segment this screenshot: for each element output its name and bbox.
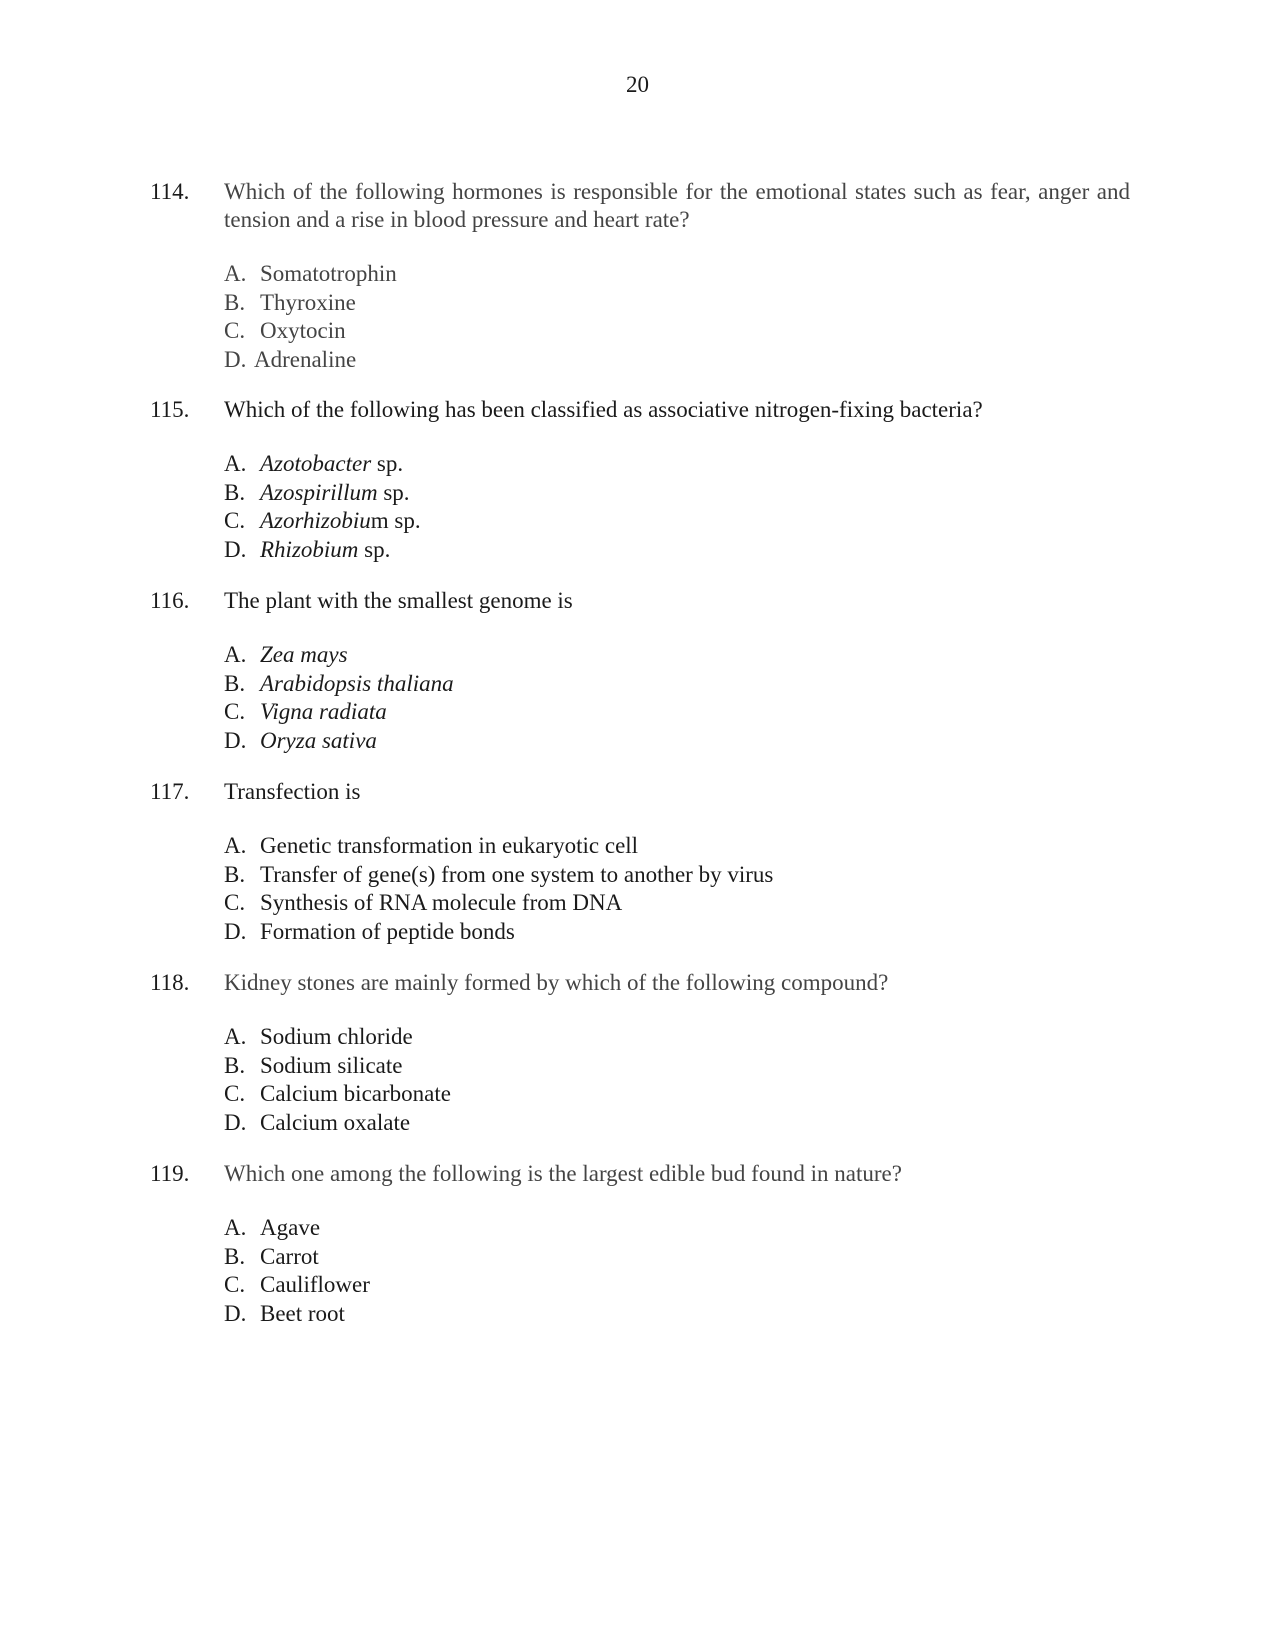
option-a: A. Azotobacter sp. — [224, 451, 404, 476]
option-c: C. Cauliflower — [224, 1272, 370, 1297]
option-a: A. Genetic transformation in eukaryotic cell — [224, 833, 639, 858]
question-116 — [150, 587, 1130, 755]
question-115 — [150, 396, 1130, 564]
option-a: A. Zea mays — [224, 642, 348, 667]
question-number: 114. — [150, 179, 190, 204]
option-list — [224, 450, 1130, 564]
option-b: B. Sodium silicate — [224, 1052, 403, 1078]
question-number: 118. — [150, 970, 190, 995]
option-b: B. Carrot — [224, 1243, 319, 1269]
question-117 — [150, 778, 1130, 946]
question-text: Transfection is — [224, 779, 361, 804]
option-list — [224, 832, 1130, 946]
question-119 — [150, 1160, 1130, 1328]
option-d: D. Formation of peptide bonds — [224, 918, 515, 944]
question-118 — [150, 969, 1130, 1137]
option-list — [224, 1023, 1130, 1137]
page-number: 20 — [626, 72, 649, 97]
question-text: The plant with the smallest genome is — [224, 588, 573, 613]
option-b: B. Thyroxine — [224, 289, 356, 315]
question-number: 119. — [150, 1161, 190, 1186]
option-b: B. Arabidopsis thaliana — [224, 670, 454, 696]
option-c: C. Oxytocin — [224, 318, 346, 343]
question-114 — [150, 178, 1130, 374]
option-c: C. Calcium bicarbonate — [224, 1081, 451, 1106]
option-c: C. Synthesis of RNA molecule from DNA — [224, 890, 623, 915]
question-text: Kidney stones are mainly formed by which of the following compound? — [224, 970, 889, 995]
option-list — [224, 260, 1130, 374]
option-d: D. Beet root — [224, 1300, 345, 1326]
option-b: B. Transfer of gene(s) from one system to another by virus — [224, 861, 774, 887]
option-a: A. Sodium chloride — [224, 1024, 413, 1049]
question-number: 116. — [150, 588, 190, 613]
option-b: B. Azospirillum sp. — [224, 479, 410, 505]
option-list — [224, 1214, 1130, 1328]
option-d: D. Rhizobium sp. — [224, 536, 391, 562]
option-list — [224, 641, 1130, 755]
option-a: A. Agave — [224, 1215, 321, 1240]
option-c: C. Azorhizobium sp. — [224, 508, 421, 533]
question-number: 117. — [150, 779, 190, 804]
option-a: A. Somatotrophin — [224, 261, 397, 286]
question-text: Which of the following has been classified as associative nitrogen-fixing bacteria? — [224, 397, 983, 422]
option-d: D. Adrenaline — [224, 346, 357, 372]
option-c: C. Vigna radiata — [224, 699, 387, 724]
option-d: D. Oryza sativa — [224, 727, 377, 753]
question-text: Which one among the following is the largest edible bud found in nature? — [224, 1161, 902, 1186]
option-d: D. Calcium oxalate — [224, 1109, 411, 1135]
question-text: Which of the following hormones is responsible for the emotional states such as fear, anger and tension and a rise in blood pressure and heart rate? — [224, 179, 1130, 232]
question-number: 115. — [150, 397, 190, 422]
